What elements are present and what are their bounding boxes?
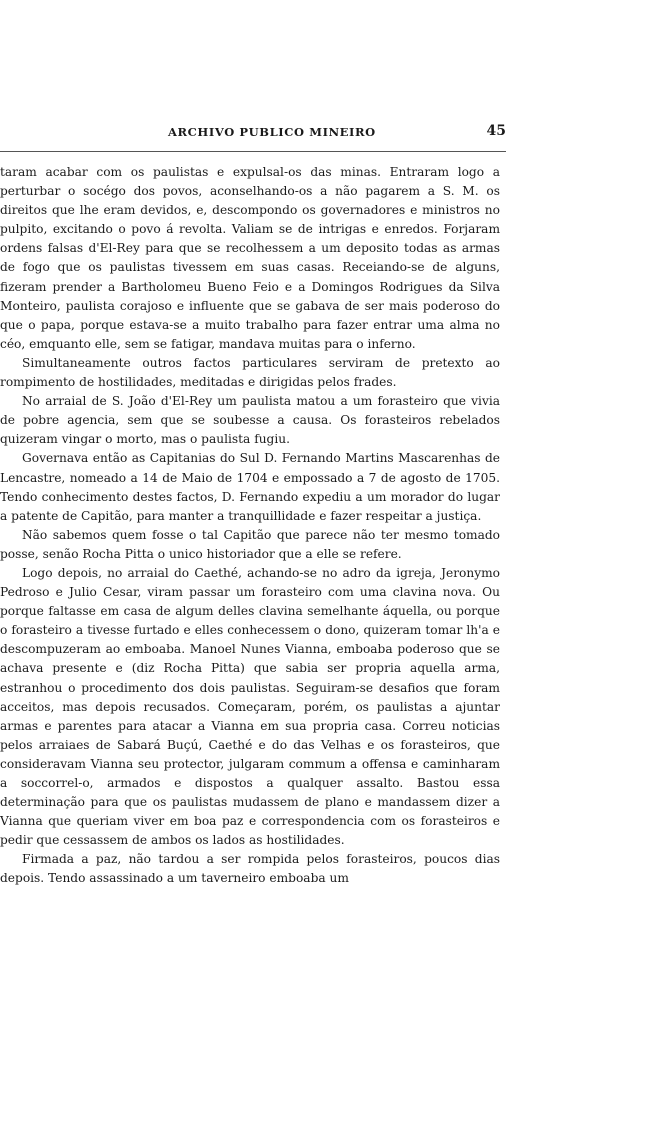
page-header xyxy=(0,121,506,145)
paragraph-continuation: taram acabar com os paulistas e expulsal-os das minas. Entraram logo a perturbar o socégo dos povos, aconselhando-os a não pagarem a S. M. os direitos que lhe eram devidos, e, descompondo os governadores e ministros no pulpito, excitando o povo á revolta. Valiam se de intrigas e enredos. Forjaram ordens falsas d'El-Rey para que se recolhessem a um deposito todas as armas de fogo que os paulistas tivessem em suas casas. Receiando-se de alguns, fizeram prender a Bartholomeu Bueno Feio e a Domingos Rodrigues da Silva Monteiro, paulista corajoso e influente que se gabava de ser mais poderoso do que o papa, porque estava-se a muito trabalho para fazer entrar uma alma no céo, emquanto elle, sem se fatigar, mandava muitas para o inferno. xyxy=(0,165,500,351)
body-text xyxy=(0,163,500,889)
paragraph: Simultaneamente outros factos particulares serviram de pretexto ao rompimento de hostilidades, meditadas e dirigidas pelos frades. xyxy=(0,355,500,390)
paragraph: Governava então as Capitanias do Sul D. Fernando Martins Mascarenhas de Lencastre, nomeado a 14 de Maio de 1704 e empossado a 7 de agosto de 1705. Tendo conhecimento destes factos, D. Fernando expediu a um morador do lugar a patente de Capitão, para manter a tranquillidade e fazer respeitar a justiça. xyxy=(0,451,500,523)
paragraph: No arraial de S. João d'El-Rey um paulista matou a um forasteiro que vivia de pobre agencia, sem que se soubesse a causa. Os forasteiros rebelados quizeram vingar o morto, mas o paulista fugiu. xyxy=(0,394,500,447)
header-rule xyxy=(0,151,506,152)
paragraph: Firmada a paz, não tardou a ser rompida pelos forasteiros, poucos dias depois. Tendo assassinado a um taverneiro emboaba um xyxy=(0,852,500,886)
paragraph: Logo depois, no arraial do Caethé, achando-se no adro da igreja, Jeronymo Pedroso e Julio Cesar, viram passar um forasteiro com uma clavina nova. Ou porque faltasse em casa de algum delles clavina semelhante áquella, ou porque o forasteiro a tivesse furtado e elles conhecessem o dono, quizeram tomar lh'a e descompuzeram ao emboaba. Manoel Nunes Vianna, emboaba poderoso que se achava presente e (diz Rocha Pitta) que sabia ser propria aquella arma, estranhou o procedimento dos dois paulistas. Seguiram-se desafios que foram acceitos, mas depois recusados. Começaram, porém, os paulistas a ajuntar armas e parentes para atacar a Vianna em sua propria casa. Correu noticias pelos arraiaes de Sabará Buçú, Caethé e do das Velhas e os forasteiros, que consideravam Vianna seu protector, julgaram commum a offensa e caminharam a soccorrel-o, armados e dispostos a qualquer assalto. Bastou essa determinação para que os paulistas mudassem de plano e mandassem dizer a Vianna que queriam viver em boa paz e correspondencia com os forasteiros e pedir que cessassem de ambos os lados as hostilidades. xyxy=(0,565,500,848)
page-number: 45 xyxy=(486,123,506,139)
paragraph: Não sabemos quem fosse o tal Capitão que parece não ter mesmo tomado posse, senão Rocha Pitta o unico historiador que a elle se refere. xyxy=(0,527,500,561)
running-head: ARCHIVO PUBLICO MINEIRO xyxy=(168,125,376,139)
